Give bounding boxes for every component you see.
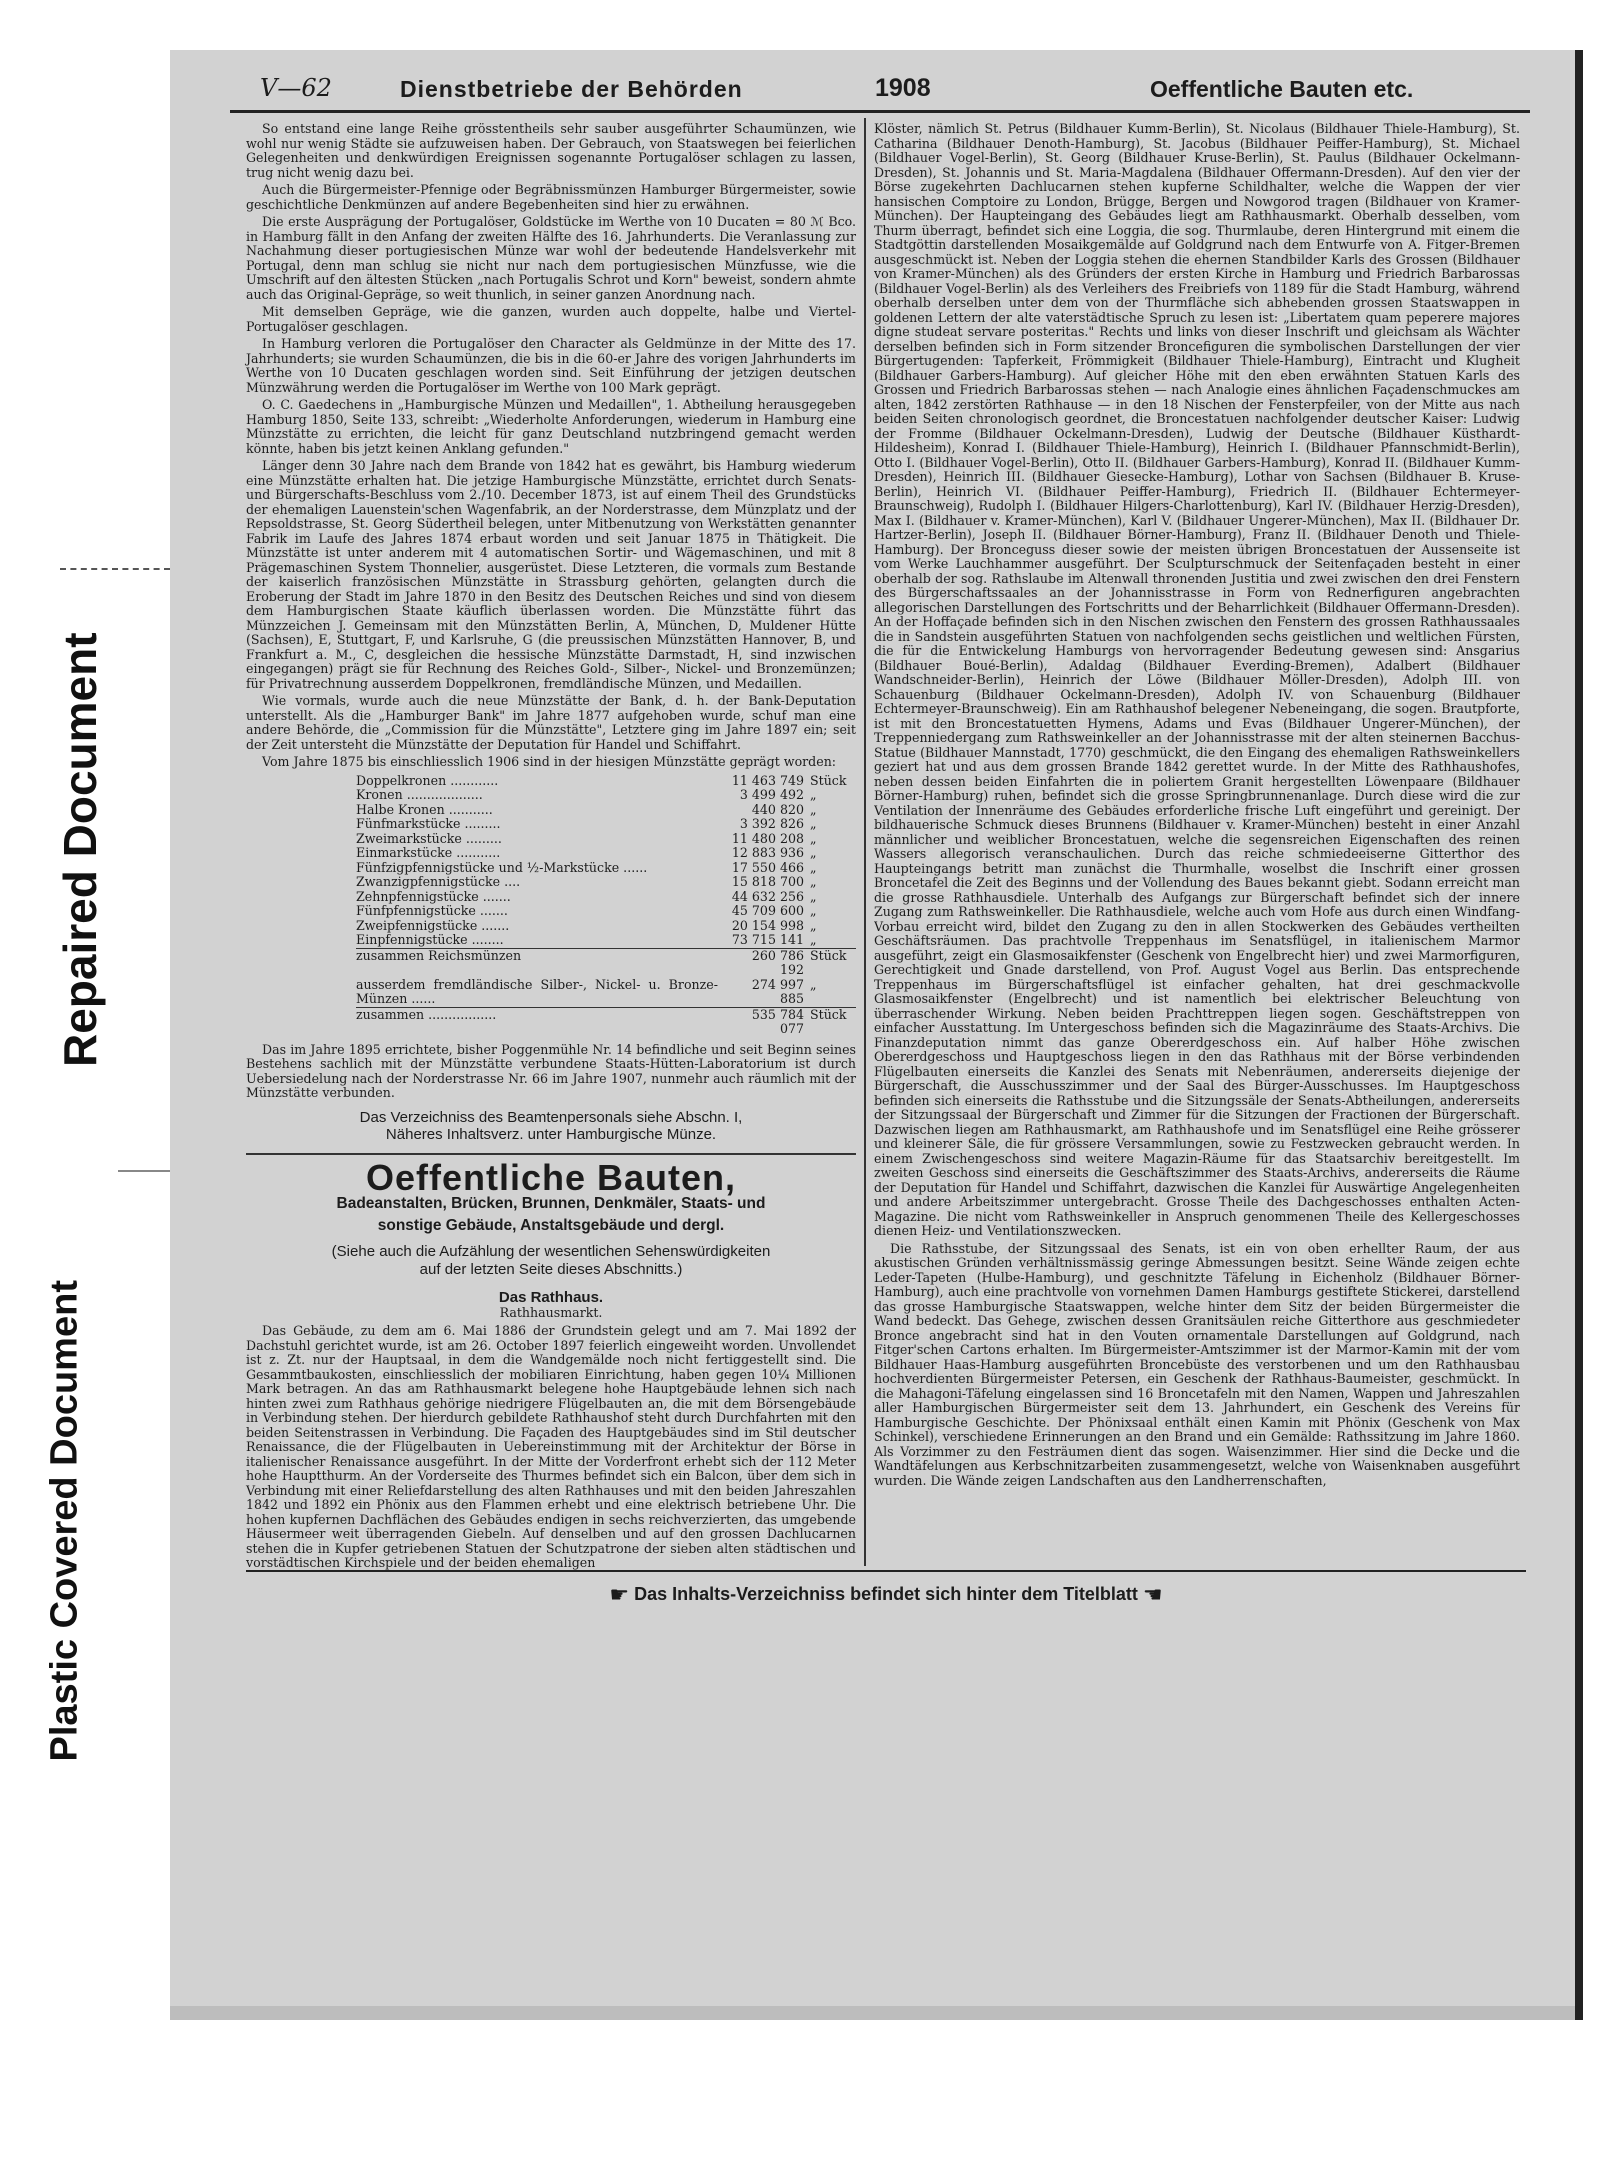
page-edge [1575, 50, 1583, 2020]
header-year: 1908 [875, 74, 931, 102]
notice-line: Näheres Inhaltsverz. unter Hamburgische Münze. [385, 1125, 717, 1143]
footer-notice [246, 1582, 1526, 1608]
row-unit: „ [810, 888, 817, 904]
row-unit: Stück [810, 1007, 856, 1037]
paragraph: Wie vormals, wurde auch die neue Münzstätte der Bank, d. h. der Bank-Deputation unterstellt. Als die „Hamburger Bank" im Jahre 1877 aufgehoben wurde, schuf man eine andere Behörde, die „Commission für die Münzstätte", Letztere ging im Jahre 1897 ein; seit der Zeit untersteht die Münzstätte der Deputation für Handel und Schiffahrt. [246, 693, 856, 752]
table-row [356, 948, 856, 978]
row-value: 73 715 141 [731, 932, 804, 947]
column-divider [864, 118, 866, 1566]
plastic-covered-label: Plastic Covered Document [43, 1280, 86, 1762]
table-row [356, 978, 856, 1008]
row-unit: „ [810, 874, 817, 889]
row-unit: „ [810, 903, 817, 918]
paragraph: Auch die Bürgermeister-Pfennige oder Begräbnissmünzen Hamburger Bürgermeister, sowie geschichtliche Denkmünzen auf andere Begebenheiten sind hier zu erwähnen. [246, 182, 856, 212]
mint-production-table [356, 774, 856, 1037]
paragraph: Klöster, nämlich St. Petrus (Bildhauer Kumm-Berlin), St. Nicolaus (Bildhauer Thiele-Hamburg), St. Catharina (Bildhauer Denoth-Hamburg), St. Jacobus (Bildhauer Peiffer-Hamburg), St. Michael (Bildhauer Vogel-Berlin), St. Georg (Bildhauer Kruse-Berlin), St. Paulus (Bildhauer Ockelmann-Dresden), St. Johannis und St. Maria-Magdalena (Bildhauer Offermann-Dresden). Auf den vier der Börse zugekehrten Dachlucarnen stehen kupferne Schildhalter, welche die Wappen der vier hansischen Comptoire zu London, Brügge, Bergen und Nowgorod tragen (Bildhauer von Kramer-München). Der Haupteingang des Gebäudes liegt am Rathhausmarkt. Oberhalb desselben, vom Thurm überragt, befindet sich eine Loggia, die sog. Thurmlaube, deren Hintergrund mit einem die Stadtgöttin darstellenden Mosaikgemälde auf Goldgrund nach dem Entwurfe von A. Fitger-Bremen ausgeschmückt ist. Neben der Loggia stehen die ehernen Standbilder Karls des Grossen (Bildhauer von Kramer-München) als des Gründers der ersten Kirche in Hamburg und Friedrich Barbarossas (Bildhauer Vogel-Berlin) als des Verleihers des Freibriefs von 1189 für die Stadt Hamburg, während oberhalb derselben unter dem von der Thurmfläche sich abhebenden grossen Staatswappen in goldenen Lettern der alte vaterstädtische Spruch zu lesen ist: „Libertatem quam peperere majores digne studeat servare posteritas." Rechts und links von dieser Inschrift und gleichsam als Wächter derselben befinden sich in Form sitzender Broncefiguren die symbolischen Darstellungen der vier Bürgertugenden: Tapferkeit, Frömmigkeit (Bildhauer Thiele-Hamburg), Eintracht und Klugheit (Bildhauer Garbers-Hamburg). Auf gleicher Höhe mit den eben erwähnten Statuen Karls des Grossen und Friedrich Barbarossas stehen — nach Analogie eines ähnlichen Façadenschmuckes am alten, 1842 zerstörten Rathhause — in den 18 Nischen der Fensterpfeiler, von der Mitte aus nach beiden Seiten chronologisch geordnet, die Broncestatuen nachfolgender deutscher Kaiser: Ludwig der Fromme (Bildhauer Ockelmann-Dresden), Ludwig der Deutsche (Bildhauer Küsthardt-Hildesheim), Konrad I. (Bildhauer Thiele-Hamburg), Heinrich I. (Bildhauer Pfannschmidt-Berlin), Otto I. (Bildhauer Vogel-Berlin), Otto II. (Bildhauer Garbers-Hamburg), Konrad II. (Bildhauer Kumm-Dresden), Heinrich III. (Bildhauer Giesecke-Hamburg), Lothar von Sachsen (Bildhauer B. Kruse-Berlin), Heinrich VI. (Bildhauer Peiffer-Hamburg), Friedrich II. (Bildhauer Echtermeyer-Braunschweig), Rudolph I. (Bildhauer Hilgers-Charlottenburg), Karl IV. (Bildhauer Herzig-Dresden), Max I. (Bildhauer v. Kramer-München), Karl V. (Bildhauer Ungerer-München), Max II. (Bildhauer Dr. Hartzer-Berlin), Joseph II. (Bildhauer Börner-Hamburg), Franz II. (Bildhauer Denoth und Thiele-Hamburg). Der Bronceguss dieser sowie der meisten übrigen Broncestatuen der Aussenseite ist vom Werke Lauchhammer ausgeführt. Der Sculpturschmuck der Seitenfaçaden besteht in einer oberhalb der sog. Rathslaube im Altenwall thronenden Justitia und zwei zwischen den drei Fenstern des Bürgerschaftssaales an der Johannisstrasse in Form von Rednerfiguren angebrachten allegorischen Darstellungen des Fortschritts und der Beharrlichkeit (Bildhauer Offermann-Dresden). An der Hoffaçade befinden sich in den Nischen zwischen den Fenstern des grossen Rathhaussaales die in Sandstein ausgeführten Statuen von nachfolgenden sechs geistlichen und weltlichen Fürsten, die für die Entwickelung Hamburgs von hervorragender Bedeutung gewesen sind: Ansgarius (Bildhauer Boué-Berlin), Adaldag (Bildhauer Everding-Bremen), Adalbert (Bildhauer Wandschneider-Berlin), Heinrich der Löwe (Bildhauer Möller-Dresden), Adolph III. von Schauenburg (Bildhauer Ockelmann-Dresden), Adolph IV. von Schauenburg (Bildhauer Echtermeyer-Braunschweig). Ein am Rathhaushof belegener Nebeneingang, die sogen. Brautpforte, ist mit den Broncestatuetten Hymens, Adams und Evas (Bildhauer Ungerer-München), der Treppenniedergang zum Rathsweinkeller an der Johannisstrasse mit der alten steinernen Bacchus-Statue (Bildhauer Mannstadt, 1770) geschmückt, die den Eingang des ehemaligen Rathsweinkellers geziert hat und aus dem grossen Brande 1842 gerettet wurde. In der Mitte des Rathhaushofes, neben dessen beiden Einfahrten die in poliertem Granit hergestellten Löwenpaare (Bildhauer Börner-Hamburg) ruhen, befindet sich die grosse Springbrunnenanlage. Durch diese wird die zur Ventilation der Innenräume des Gebäudes erforderliche frische Luft eingeführt und gereinigt. Der bildhauerische Schmuck dieses Brunnens (Bildhauer v. Kramer-München) besteht in einer Anzahl männlicher und weiblicher Broncestatuen, welche die segensreichen Eigenschaften des reinen Wassers allegorisch veranschaulichen. Durch das reiche schmiedeeiserne Gitterthor des Haupteingangs betritt man zunächst die Thurmhalle, woselbst die Inschrift einer grossen Broncetafel die Zeit des Beginns und der Vollendung des Baues bekannt giebt. Sodann erreicht man die grosse Rathhausdiele. Unterhalb des Aufgangs zur Bürgerschaft befindet sich der innere Zugang zum Rathsweinkeller. Die Rathhausdiele, welche auch vom Hofe aus durch einen Windfang-Vorbau erreicht wird, bildet den Zugang zu den in allen Stockwerken des Gebäudes vertheilten Geschäftsräumen. Das prachtvolle Treppenhaus im Senatsflügel, in italienischem Marmor ausgeführt, zeigt ein Glasmosaikfenster (Geschenk von Engelbrecht hier) und zwei Marmorfiguren, Gerechtigkeit und Gnade darstellend, von Prof. August Vogel aus Berlin. Das entsprechende Treppenhaus im Bürgerschaftsflügel ist einfacher gehalten, hat drei geschmackvolle Glasmosaikfenster (Engelbrecht) und ist namentlich bei elektrischer Beleuchtung von überraschender Wirkung. Neben beiden Prachttreppen liegen sogen. Geschäftstreppen von einfacher Ausstattung. Im Untergeschoss befinden sich die Magazinräume des Staats-Archivs. Die Finanzdeputation nimmt das ganze Obererdgeschoss ein. Auf halber Höhe zwischen Obererdgeschoss und Hauptgeschoss liegen in den das Rathhaus mit der Börse verbindenden Flügelbauten einerseits die Kanzlei des Senats mit Nebenräumen, andererseits diejenige der Bürgerschaft, die Ausschusszimmer und der Saal des Bürger-Ausschusses. Im Hauptgeschoss befinden sich einerseits die Rathsstube und die Sitzungssäle der Senats-Abtheilungen, andererseits der Sitzungssaal der Bürgerschaft und Zimmer für die Sitzungen der Fractionen der Bürgerschaft. Dazwischen liegen am Rathhausmarkt, am Rathhaushofe und im Senatsflügel eine Reihe grösserer und kleinerer Säle, die für grössere Versammlungen, sowie zu Festzwecken gebraucht werden. In einem Zwischengeschoss sind weitere Magazin-Räume für das Staatsarchiv bereitgestellt. Im zweiten Geschoss sind einerseits die Geschäftszimmer des Staats-Archivs, andererseits die Räume der Deputation für Handel und Schiffahrt, dazwischen die Kanzlei für Auswärtige Angelegenheiten und andere Arbeitszimmer untergebracht. Grosse Theile des Dachgeschosses enthalten Acten-Magazine. Die nicht vom Rathsweinkeller in Anspruch genommenen Theile des Kellergeschosses dienen Heiz- und Ventilationszwecken. [874, 122, 1520, 1238]
row-unit: Stück [810, 948, 856, 978]
table-row [356, 1007, 856, 1037]
table-row [356, 788, 856, 803]
row-label: Kronen ................... [356, 787, 483, 802]
table-row [356, 861, 856, 876]
paragraph: In Hamburg verloren die Portugalöser den Character als Geldmünze in der Mitte des 17. Jahrhunderts; sie wurden Schaumünzen, die bis in die 60-er Jahre des vorigen Jahrhunderts im Werthe von 10 Ducaten geschlagen worden sind. Seit Einführung der jetzigen deutschen Münzwährung werden die Portugalöser im Werthe von 100 Mark geprägt. [246, 336, 856, 395]
row-value: 440 820 [751, 801, 804, 817]
dashed-divider [60, 568, 170, 570]
row-label: Halbe Kronen ........... [356, 801, 493, 817]
pointing-hand-icon: ☚ [1142, 1582, 1163, 1607]
repaired-document-label: Repaired Document [54, 632, 106, 1067]
row-label: ausserdem fremdländische Silber-, Nickel- u. Bronze-Münzen ...... [356, 976, 718, 1006]
rathhaus-location: Rathhausmarkt. [499, 1304, 603, 1320]
paragraph: Vom Jahre 1875 bis einschliesslich 1906 sind in der hiesigen Münzstätte geprägt worden: [262, 754, 837, 769]
row-unit: „ [810, 787, 817, 802]
row-value: 20 154 998 [731, 917, 804, 933]
table-row [356, 919, 856, 934]
row-unit: „ [810, 845, 817, 860]
row-label: Doppelkronen ............ [356, 772, 499, 788]
row-unit: „ [810, 976, 817, 992]
left-column [246, 122, 856, 1574]
table-row [356, 774, 856, 789]
cover-divider [118, 1170, 170, 1172]
note-line: auf der letzten Seite dieses Abschnitts.) [419, 1261, 683, 1278]
footer-rule [246, 1570, 1526, 1572]
row-label: Fünfmarkstücke ......... [356, 816, 501, 831]
pointing-hand-icon: ☛ [609, 1582, 630, 1607]
table-row [356, 803, 856, 818]
row-value: 45 709 600 [731, 903, 804, 918]
header-left-title: Dienstbetriebe der Behörden [400, 76, 743, 102]
row-label: Zehnpfennigstücke ....... [356, 888, 511, 904]
paragraph: O. C. Gaedechens in „Hamburgische Münzen und Medaillen", 1. Abtheilung herausgegeben Hamburg 1850, Seite 133, schreibt: „Wiederholte Anforderungen, wiederum in Hamburg eine Münzstätte zu errichten, die leicht für ganz Deutschland nutzbringend gemacht werden könnte, haben bis jetzt keinen Anklang gefunden." [246, 397, 856, 456]
row-label: zusammen Reichsmünzen [356, 948, 724, 978]
row-unit: „ [810, 816, 817, 831]
section-subheading [246, 1193, 856, 1237]
paragraph: Das im Jahre 1895 errichtete, bisher Poggenmühle Nr. 14 befindliche und seit Beginn seines Bestehens sachlich mit der Münzstätte verbundene Staats-Hütten-Laboratorium ist durch Uebersiedelung nach der Norderstrasse Nr. 66 im Jahre 1907, nunmehr auch räumlich mit der Münzstätte verbunden. [246, 1041, 856, 1100]
table-row [356, 846, 856, 861]
right-column [874, 122, 1520, 1562]
table-row [356, 875, 856, 890]
paragraph: Die Rathsstube, der Sitzungssaal des Senats, ist ein von oben erhellter Raum, der aus akustischen Gründen verhältnissmässig geringe Abmessungen besitzt. Seine Wände zeigen echte Leder-Tapeten (Hulbe-Hamburg), und geschnitzte Täfelung in Eichenholz (Bildhauer Börner-Hamburg), auch eine prachtvolle von vornehmen Damen Hamburgs gestiftete Stickerei, darstellend das grosse Hamburgische Staatswappen, welche hinter dem Sitz der beiden Bürgermeister die Wand bedeckt. Das Gehege, zwischen dessen Granitsäulen reiche Gitterthore aus geschmiedeter Bronce angebracht sind hat in den Vouten ornamentale Darstellungen auf Goldgrund, nach Fitger'schen Cartons erhalten. Im Bürgermeister-Amtszimmer ist der Marmor-Kamin mit der vom Bildhauer Haas-Hamburg ausgeführten Broncebüste des verstorbenen und um den Rathhausbau hochverdienten Bürgermeister Petersen, ein Geschenk der Rathhaus-Baumeister, geschmückt. In die Mahagoni-Täfelung eingelassen sind 16 Broncetafeln mit den Namen, Wappen und Jahreszahlen aller Hamburgischen Bürgermeister seit dem 13. Jahrhundert, ein Geschenk des Vereins für Hamburgische Geschichte. Der Phönixsaal enthält einen Kamin mit Phönix (Geschenk von Max Schinkel), verschiedene Erinnerungen an den Brand und ein Gemälde: Rathssitzung im Jahre 1860. Als Vorzimmer zu den Festräumen dient das sogen. Waisenzimmer. Hier sind die Decke und die Wandtäfelungen aus Kerbschnitzarbeiten zusammengesetzt, welche von Waisenknaben ausgeführt wurden. Die Wände zeigen Landschaften aus den Landherrenschaften, [874, 1240, 1520, 1488]
section-heading: Oeffentliche Bauten, [365, 1156, 737, 1198]
row-unit: „ [810, 917, 817, 933]
section-separator [246, 1153, 856, 1155]
scanned-page [170, 50, 1575, 2020]
row-label: zusammen ................. [356, 1007, 724, 1037]
subheading-line: sonstige Gebäude, Anstaltsgebäude und dergl. [377, 1217, 725, 1234]
row-unit: Stück [810, 772, 847, 788]
paragraph: Die erste Ausprägung der Portugalöser, Goldstücke im Werthe von 10 Ducaten = 80 ℳ Bco. in Hamburg fällt in den Anfang der zweiten Hälfte des 16. Jahrhunderts. Die Veranlassung zur Nachahmung dieser portugiesischen Münze war wohl der bedeutende Handelsverkehr mit Portugal, denn man schlug sie nicht nur nach dem portugiesischen Münzfusse, wie die Umschrift auf den ältesten Stücken „nach Portugalis Schrot und Korn" beweist, sondern ahmte auch das Original-Gepräge, so weit thunlich, in seiner ganzen Anordnung nach. [246, 214, 856, 302]
row-value: 3 392 826 [739, 816, 804, 831]
row-label: Einmarkstücke ........... [356, 845, 501, 860]
see-also-note [246, 1243, 856, 1279]
row-value: 15 818 700 [731, 874, 804, 889]
footer-text: Das Inhalts-Verzeichniss befindet sich hinter dem Titelblatt [634, 1583, 1138, 1604]
table-row [356, 890, 856, 905]
row-value: 11 463 749 [731, 772, 804, 788]
row-label: Zwanzigpfennigstücke .... [356, 874, 521, 889]
row-unit: „ [810, 859, 817, 875]
paragraph: Länger denn 30 Jahre nach dem Brande von 1842 hat es gewährt, bis Hamburg wiederum eine Münzstätte erhalten hat. Die jetzige Hamburgische Münzstätte, errichtet durch Senats- und Bürgerschafts-Beschluss vom 2./10. December 1873, ist auf einem Theil des Grundstücks der ehemaligen Lauenstein'schen Wagenfabrik, an der Norderstrasse, dem Münzplatz und der Repsoldstrasse, St. Georg Südertheil belegen, unter Mitbenutzung von Werkstätten genannter Fabrik im Laufe des Jahres 1874 erbaut worden und seit Januar 1875 in Thätigkeit. Die Münzstätte ist unter anderem mit 4 automatischen Sortir- und Wägemaschinen, und mit 8 Prägemaschinen System Thonnelier, ausgerüstet. Diese Letzteren, die vormals zum Bestande der kaiserlich französischen Münzstätte in Strassburg gehörten, gelangten durch die Eroberung der Stadt im Jahre 1870 in den Besitz des Deutschen Reiches und sind von diesem dem Hamburgischen Staate käuflich überlassen worden. Die Münzstätte führt das Münzzeichen J. Gemeinsam mit den Münzstätten Berlin, A, München, D, Muldener Hütte (Sachsen), E, Stuttgart, F, und Karlsruhe, G (die preussischen Münzstätten Hannover, B, und Frankfurt a. M., C, desgleichen die hessische Münzstätte Darmstadt, H, sind inzwischen eingegangen) prägt sie für Rechnung des Reiches Gold-, Silber-, Nickel- und Bronzemünzen; für Privatrechnung ausserdem Doppelkronen, fremdländische Münzen, und Medaillen. [246, 458, 856, 691]
row-unit: „ [810, 801, 817, 817]
row-label: Zweimarkstücke ......... [356, 830, 502, 846]
table-row [356, 832, 856, 847]
side-labels [0, 0, 170, 2177]
row-value: 44 632 256 [731, 888, 804, 904]
personnel-notice [246, 1109, 856, 1143]
table-row [356, 933, 856, 948]
paragraph: Mit demselben Gepräge, wie die ganzen, wurden auch doppelte, halbe und Viertel-Portugalöser geschlagen. [246, 304, 856, 334]
subheading-line: Badeanstalten, Brücken, Brunnen, Denkmäler, Staats- und [336, 1195, 766, 1212]
row-label: Einpfennigstücke ........ [356, 932, 504, 947]
row-unit: „ [810, 932, 817, 947]
row-value: 535 784 077 [724, 1007, 810, 1037]
page-number: V—62 [260, 74, 332, 102]
row-label: Fünfpfennigstücke ....... [356, 903, 508, 918]
note-line: (Siehe auch die Aufzählung der wesentlichen Sehenswürdigkeiten [331, 1243, 771, 1260]
notice-line: Das Verzeichniss des Beamtenpersonals siehe Abschn. I, [359, 1108, 743, 1126]
rathhaus-title: Das Rathhaus. [498, 1289, 604, 1306]
page-header [230, 70, 1530, 113]
page-bottom-edge [170, 2006, 1575, 2020]
row-unit: „ [810, 830, 817, 846]
row-value: 3 499 492 [739, 787, 804, 802]
row-value: 11 480 208 [731, 830, 804, 846]
header-right-title: Oeffentliche Bauten etc. [1150, 76, 1414, 102]
page-content [230, 70, 1530, 1960]
paragraph: So entstand eine lange Reihe grösstentheils sehr sauber ausgeführter Schaumünzen, wie wohl nur wenig Städte sie aufzuweisen haben. Der Gebrauch, von Staatswegen bei feierlichen Gelegenheiten und denkwürdigen Ereignissen sogenannte Portugalöser schlagen zu lassen, trug nicht wenig dazu bei. [246, 121, 856, 180]
table-row [356, 817, 856, 832]
row-value: 274 997 885 [751, 976, 804, 1006]
row-label: Fünfzigpfennigstücke und ½-Markstücke ...... [356, 859, 648, 875]
table-row [356, 904, 856, 919]
paragraph: Das Gebäude, zu dem am 6. Mai 1886 der Grundstein gelegt und am 7. Mai 1892 der Dachstuhl gerichtet wurde, ist am 26. October 1897 feierlich eingeweiht worden. Unvollendet ist z. Zt. nur der Hauptsaal, in dem die Wandgemälde noch nicht fertiggestellt sind. Die Gesammtbaukosten, einschliesslich der mobiliaren Einrichtung, haben gegen 10¼ Millionen Mark betragen. An das am Rathhausmarkt belegene hohe Hauptgebäude lehnen sich nach hinten zwei zum Rathhaus gehörige niedrigere Flügelbauten an, die mit dem Börsengebäude in Verbindung stehen. Der hierdurch gebildete Rathhaushof steht durch Durchfahrten mit den beiden Seitenstrassen in Verbindung. Die Façaden des Hauptgebäudes sind im Stil deutscher Renaissance, die der Flügelbauten in Uebereinstimmung mit der Architektur der Börse in italienischer Renaissance ausgeführt. In der Mitte der Vorderfront erhebt sich der 112 Meter hohe Hauptthurm. An der Vorderseite des Thurmes befindet sich ein Balcon, über dem sich in Verbindung mit einer Reliefdarstellung des alten Rathhauses und mit den beiden Jahreszahlen 1842 und 1892 ein Phönix aus den Flammen erhebt und eine elektrisch betriebene Uhr. Die hohen kupfernen Dachflächen des Gebäudes endigen in sechs reichverzierten, das umgebende Häusermeer weit überragenden Giebeln. Auf denselben und auf den grossen Dachlucarnen stehen die in Kupfer getriebenen Statuen der Schutzpatrone der sieben alten städtischen und vorstädtischen Kirchspiele und der beiden ehemaligen [246, 1323, 856, 1570]
row-value: 17 550 466 [731, 859, 804, 875]
row-value: 12 883 936 [731, 845, 804, 860]
row-label: Zweipfennigstücke ....... [356, 917, 510, 933]
row-value: 260 786 192 [724, 948, 810, 978]
